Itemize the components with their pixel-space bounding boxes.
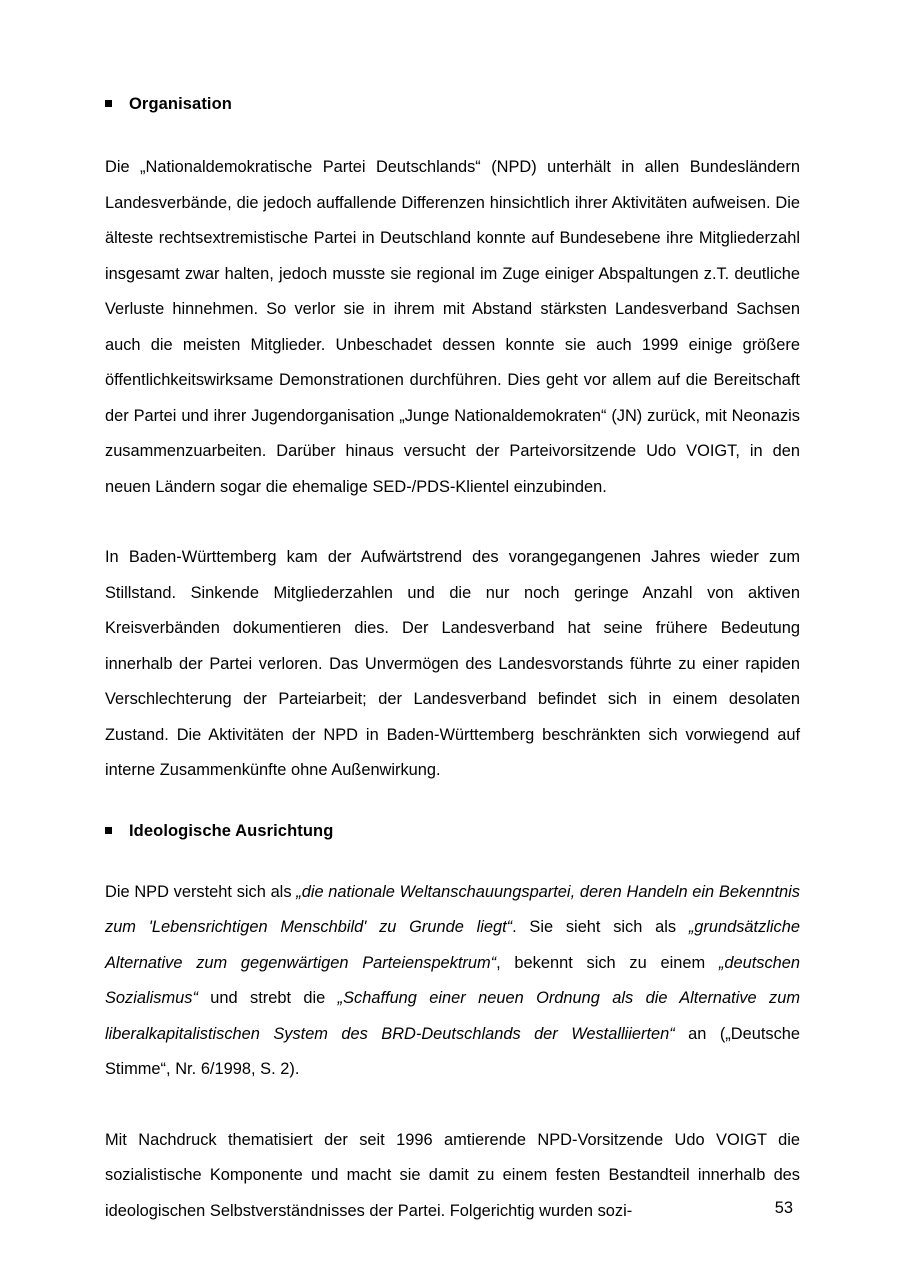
paragraph: In Baden-Württemberg kam der Aufwärtstrend des vorangegangenen Jahres wieder zum Stillstand. Sinkende Mitgliederzahlen und die nur noch geringe Anzahl von aktiven Kreisverbänden dokumentieren dies. Der Landesverband hat seine frühere Bedeutung innerhalb der Partei verloren. Das Unvermögen des Landesvorstands führte zu einer rapiden Verschlechterung der Parteiarbeit; der Landesverband befindet sich in einem desolaten Zustand. Die Aktivitäten der NPD in Baden-Württemberg beschränkten sich vorwiegend auf interne Zusammenkünfte ohne Außenwirkung. xyxy=(105,548,800,779)
paragraph: Die NPD versteht sich als „die nationale Weltanschauungspartei, deren Handeln ein Bekenntnis zum 'Lebensrichtigen Menschbild' zu Grunde liegt“. Sie sieht sich als „grundsätzliche Alternative zum gegenwärtigen Parteienspektrum“, bekennt sich zu einem „deutschen Sozialismus“ und strebt die „Schaffung einer neuen Ordnung als die Alternative zum liberalkapitalistischen System des BRD-Deutschlands der Westalliierten“ an („Deutsche Stimme“, Nr. 6/1998, S. 2). xyxy=(105,882,801,1078)
quote-emphasis: „die nationale Weltanschauungspartei, deren Handeln ein Bekenntnis zum 'Lebensrichtigen Menschbild' zu Grunde liegt“ xyxy=(105,882,800,936)
square-bullet-icon xyxy=(105,827,112,834)
section-heading-organisation xyxy=(105,95,800,114)
section-heading-label: Ideologische Ausrichtung xyxy=(129,821,334,840)
section-heading-ideologische-ausrichtung xyxy=(105,822,800,841)
paragraph: Die „Nationaldemokratische Partei Deutschlands“ (NPD) unterhält in allen Bundesländern Landesverbände, die jedoch auffallende Differenzen hinsichtlich ihrer Aktivitäten aufweisen. Die älteste rechtsextremistische Partei in Deutschland konnte auf Bundesebene ihre Mitgliederzahl insgesamt zwar halten, jedoch musste sie regional im Zuge einiger Abspaltungen z.T. deutliche Verluste hinnehmen. So verlor sie in ihrem mit Abstand stärksten Landesverband Sachsen auch die meisten Mitglieder. Unbeschadet dessen konnte sie auch 1999 einige größere öffentlichkeitswirksame Demonstrationen durchführen. Dies geht vor allem auf die Bereitschaft der Partei und ihrer Jugendorganisation „Junge Nationaldemokraten“ (JN) zurück, mit Neonazis zusammenzuarbeiten. Darüber hinaus versucht der Parteivorsitzende Udo VOIGT, in den neuen Ländern sogar die ehemalige SED-/PDS-Klientel einzubinden. xyxy=(105,158,800,496)
paragraph: Mit Nachdruck thematisiert der seit 1996 amtierende NPD-Vorsitzende Udo VOIGT die sozialistische Komponente und macht sie damit zu einem festen Bestandteil innerhalb des ideologischen Selbstverständnisses der Partei. Folgerichtig wurden sozi- xyxy=(105,1130,800,1220)
square-bullet-icon xyxy=(105,100,112,107)
quote-emphasis: „Schaffung einer neuen Ordnung als die Alternative zum liberalkapitalistischen System des BRD-Deutschlands der Westalliierten“ xyxy=(105,989,801,1043)
quote-emphasis: „grundsätzliche Alternative zum gegenwärtigen Parteienspektrum“ xyxy=(105,918,800,972)
section-heading-label: Organisation xyxy=(129,95,232,113)
page-number: 53 xyxy=(774,1199,793,1217)
quote-emphasis: „deutschen Sozialismus“ xyxy=(105,953,800,1007)
